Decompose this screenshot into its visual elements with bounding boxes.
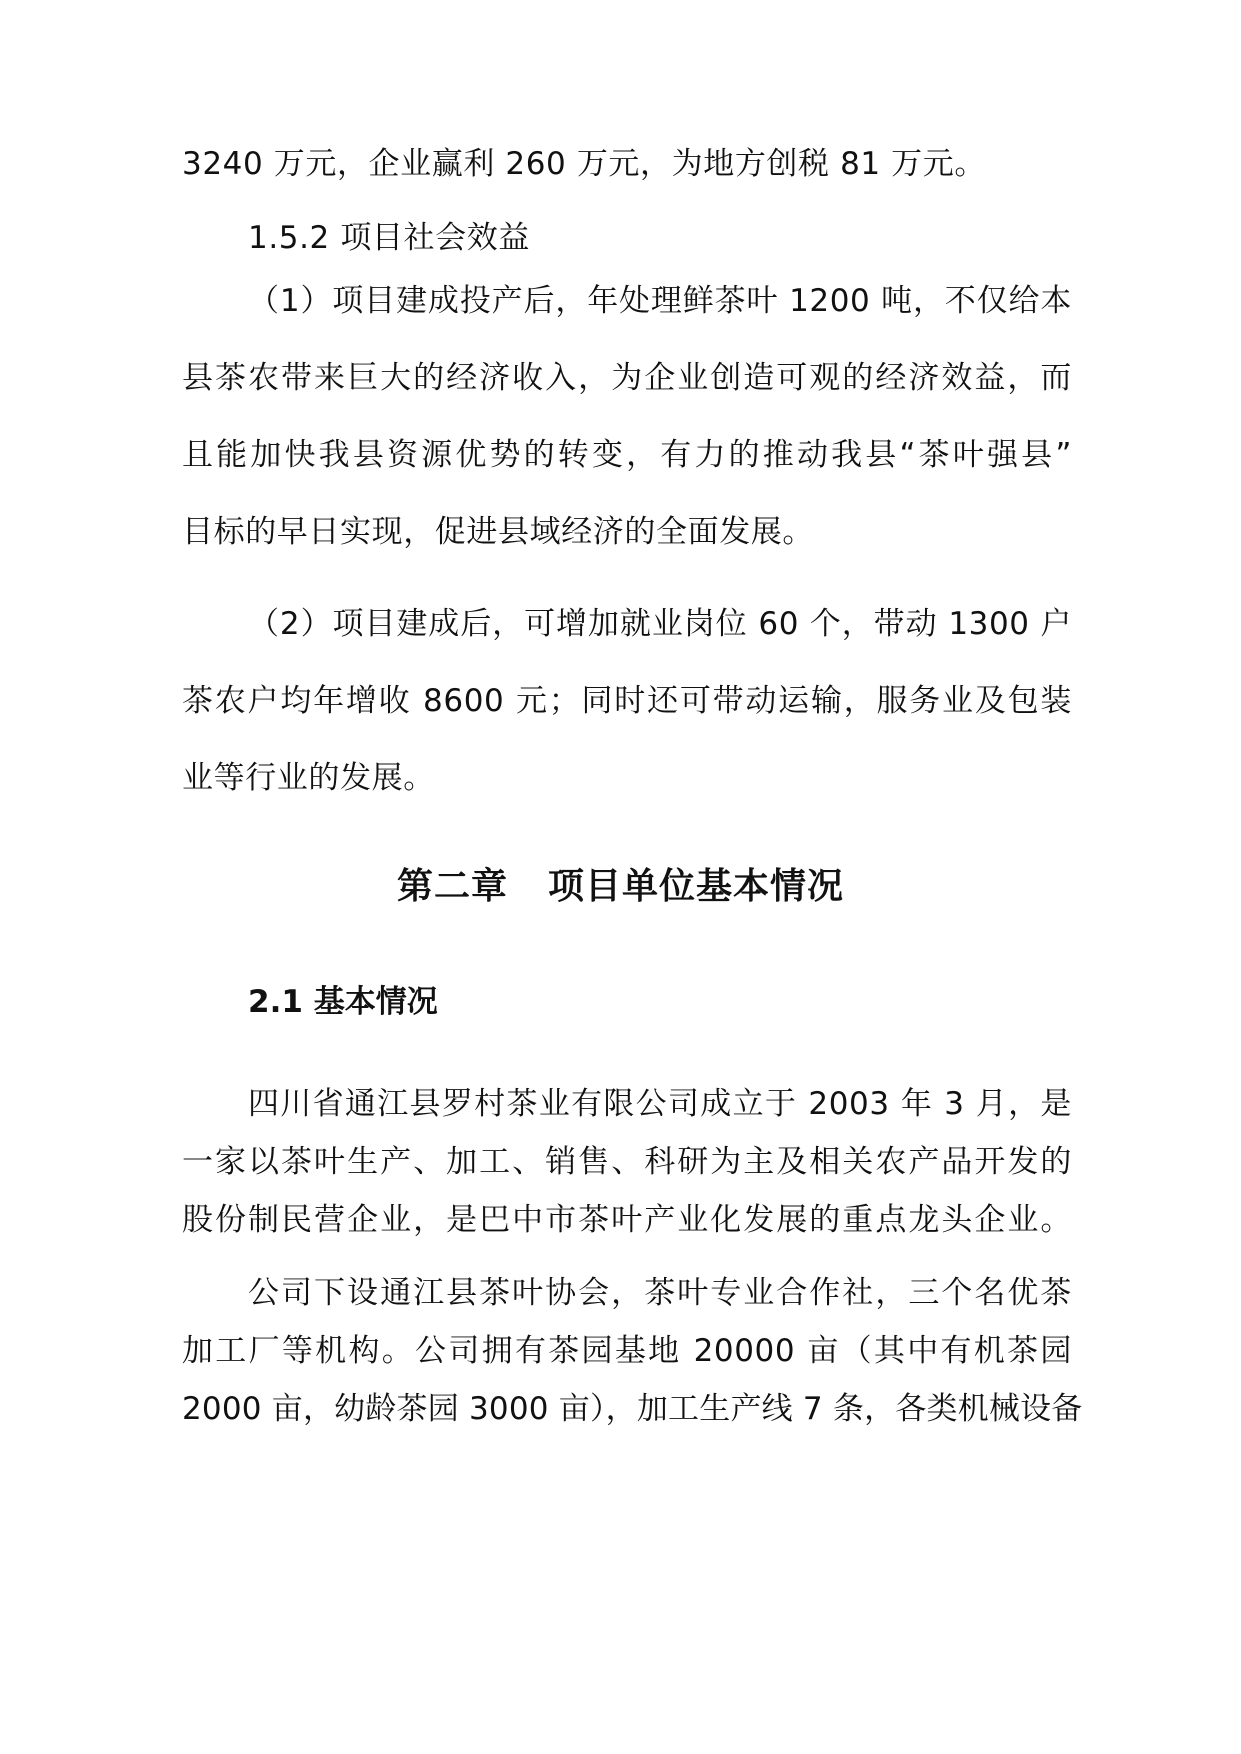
chapter-title [0, 865, 1241, 909]
text-line: 县茶农带来巨大的经济收入，为企业创造可观的经济效益，而 [182, 360, 1072, 396]
text-line: 茶农户均年增收 8600 元；同时还可带动运输，服务业及包装 [182, 683, 1072, 719]
text-line: 3240 万元，企业赢利 260 万元，为地方创税 81 万元。 [182, 146, 986, 182]
text-line: 加工厂等机构。公司拥有茶园基地 20000 亩（其中有机茶园 [182, 1333, 1072, 1369]
text-line: 一家以茶叶生产、加工、销售、科研为主及相关农产品开发的 [182, 1144, 1072, 1180]
subsection-heading: 1.5.2 项目社会效益 [248, 220, 530, 256]
text-line: （1）项目建成投产后，年处理鲜茶叶 1200 吨，不仅给本 [248, 283, 1072, 319]
text-line: 目标的早日实现，促进县域经济的全面发展。 [182, 514, 814, 550]
text-line: 公司下设通江县茶叶协会，茶叶专业合作社，三个名优茶 [248, 1275, 1072, 1311]
text-line: 2000 亩，幼龄茶园 3000 亩），加工生产线 7 条，各类机械设备 [182, 1391, 1083, 1427]
text-line: 且能加快我县资源优势的转变，有力的推动我县“茶叶强县” [182, 437, 1072, 473]
chapter-name: 项目单位基本情况 [548, 866, 845, 907]
chapter-number: 第二章 [396, 866, 508, 907]
text-line: 四川省通江县罗村茶业有限公司成立于 2003 年 3 月，是 [248, 1086, 1072, 1122]
section-heading: 2.1 基本情况 [248, 984, 438, 1020]
text-line: （2）项目建成后，可增加就业岗位 60 个，带动 1300 户 [248, 606, 1072, 642]
text-line: 业等行业的发展。 [182, 760, 435, 796]
text-line: 股份制民营企业，是巴中市茶叶产业化发展的重点龙头企业。 [182, 1202, 1072, 1238]
